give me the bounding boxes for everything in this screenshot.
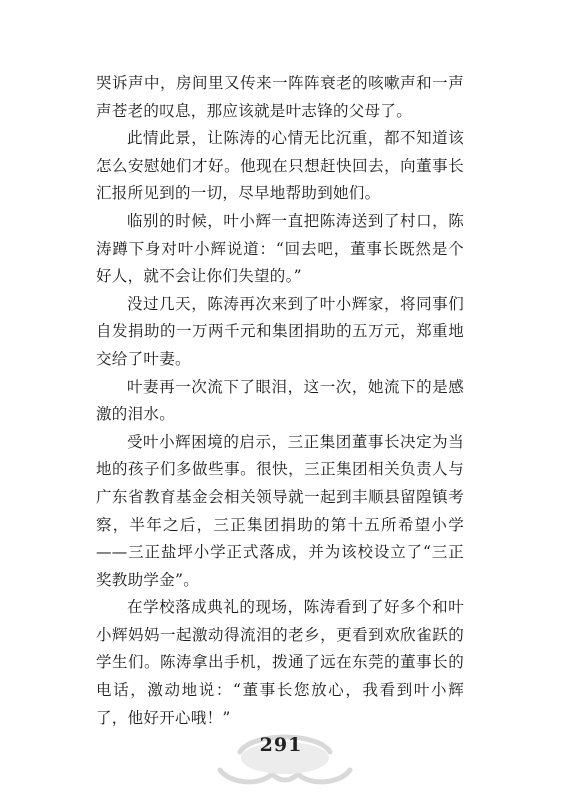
paragraph: 此情此景，让陈涛的心情无比沉重，都不知道该怎么安慰她们才好。他现在只想赶快回去，向董事长汇报所见到的一切，尽早地帮助到她们。: [96, 129, 464, 203]
page-number: 291: [259, 734, 303, 756]
paragraph: 受叶小辉困境的启示，三正集团董事长决定为当地的孩子们多做些事。很快，三正集团相关负责人与广东省教育基金会相关领导就一起到丰顺县留隍镇考察，半年之后，三正集团捐助的第十五所希望小学——三正盐坪小学正式落成，并为该校设立了“三正奖教助学金”。: [96, 432, 464, 589]
page-footer: [0, 722, 562, 800]
paragraph: 叶妻再一次流下了眼泪，这一次，她流下的是感激的泪水。: [96, 377, 464, 424]
body-text: [96, 70, 464, 732]
paragraph: 没过几天，陈涛再次来到了叶小辉家，将同事们自发捐助的一万两千元和集团捐助的五万元，郑重地交给了叶妻。: [96, 294, 464, 368]
paragraph-continuation: 哭诉声中，房间里又传来一阵阵衰老的咳嗽声和一声声苍老的叹息，那应该就是叶志锋的父母了。: [96, 74, 464, 120]
paragraph: 临别的时候，叶小辉一直把陈涛送到了村口，陈涛蹲下身对叶小辉说道：“回去吧，董事长既然是个好人，就不会让你们失望的。”: [96, 211, 464, 286]
cloud-swirl-icon: [200, 722, 370, 792]
paragraph: 在学校落成典礼的现场，陈涛看到了好多个和叶小辉妈妈一起激动得流泪的老乡，更看到欢欣雀跃的学生们。陈涛拿出手机，拨通了远在东莞的董事长的电话，激动地说：“董事长您放心，我看到叶小辉了，他好开心哦！”: [96, 598, 464, 727]
